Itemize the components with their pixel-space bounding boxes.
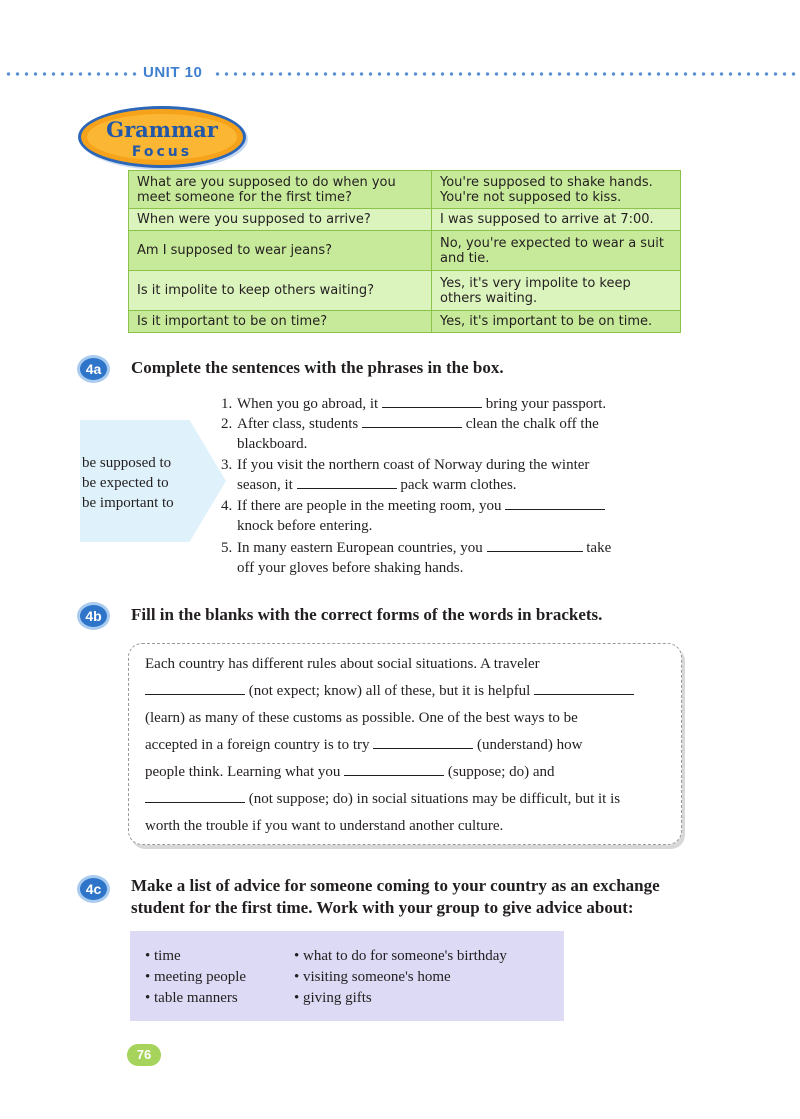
- table-row: [129, 271, 681, 311]
- answer-blank[interactable]: [487, 540, 583, 552]
- sentence-1: 1. When you go abroad, it bring your passport.: [221, 396, 607, 412]
- paragraph-line: accepted in a foreign country is to try (understand) how: [145, 737, 583, 753]
- paragraph-line: (not suppose; do) in social situations may be difficult, but it is: [145, 789, 620, 809]
- exercise-4b-instruction: Fill in the blanks with the correct forms of the words in brackets.: [131, 605, 603, 624]
- topic-item: • what to do for someone's birthday: [294, 948, 507, 964]
- phrase-item: be important to: [82, 495, 174, 511]
- sentence-5: 5. In many eastern European countries, you take: [221, 540, 612, 556]
- answer-blank[interactable]: [362, 416, 462, 428]
- paragraph-line: (learn) as many of these customs as possible. One of the best ways to be: [145, 710, 578, 726]
- table-cell-question: When were you supposed to arrive?: [129, 209, 432, 231]
- answer-blank[interactable]: [297, 477, 397, 489]
- sentence-5-cont: off your gloves before shaking hands.: [237, 560, 464, 576]
- table-row: [129, 231, 681, 271]
- table-cell-question: Am I supposed to wear jeans?: [129, 231, 432, 271]
- table-cell-question: Is it impolite to keep others waiting?: [129, 271, 432, 311]
- topic-item: • time: [145, 948, 181, 964]
- topic-item: • table manners: [145, 990, 238, 1006]
- header-dots-left: [4, 71, 138, 77]
- phrase-item: be expected to: [82, 475, 169, 491]
- phrase-item: be supposed to: [82, 455, 172, 471]
- answer-blank[interactable]: [505, 498, 605, 510]
- sentence-4-cont: knock before entering.: [237, 518, 373, 534]
- paragraph-line: Each country has different rules about social situations. A traveler: [145, 656, 540, 672]
- sentence-3: 3. If you visit the northern coast of Norway during the winter: [221, 457, 590, 473]
- table-row: [129, 311, 681, 333]
- answer-blank[interactable]: [382, 396, 482, 408]
- grammar-table: [128, 170, 681, 333]
- table-row: [129, 209, 681, 231]
- table-cell-answer: You're supposed to shake hands. You're not supposed to kiss.: [432, 171, 681, 209]
- exercise-4b-badge: 4b: [80, 605, 107, 627]
- badge-title: Grammar: [106, 117, 218, 142]
- answer-blank[interactable]: [145, 683, 245, 695]
- answer-blank[interactable]: [145, 791, 245, 803]
- sentence-2-cont: blackboard.: [237, 436, 308, 452]
- header-dots-right: [213, 71, 798, 77]
- exercise-4a-instruction: Complete the sentences with the phrases in the box.: [131, 358, 504, 377]
- table-cell-question: What are you supposed to do when you meet someone for the first time?: [129, 171, 432, 209]
- paragraph-line: worth the trouble if you want to understand another culture.: [145, 818, 504, 834]
- topic-item: • meeting people: [145, 969, 247, 985]
- topic-item: • visiting someone's home: [294, 969, 451, 985]
- sentence-4: 4. If there are people in the meeting room, you: [221, 496, 605, 516]
- paragraph-line: (not expect; know) all of these, but it is helpful: [145, 681, 634, 701]
- table-cell-answer: Yes, it's important to be on time.: [432, 311, 681, 333]
- table-cell-answer: I was supposed to arrive at 7:00.: [432, 209, 681, 231]
- topic-item: • giving gifts: [294, 990, 372, 1006]
- page-number: 76: [127, 1044, 161, 1066]
- exercise-4a-badge: 4a: [80, 358, 107, 380]
- answer-blank[interactable]: [534, 683, 634, 695]
- table-cell-answer: No, you're expected to wear a suit and tie.: [432, 231, 681, 271]
- exercise-4c-instruction-line1: Make a list of advice for someone coming to your country as an exchange: [131, 876, 660, 895]
- unit-label: UNIT 10: [143, 64, 203, 81]
- sentence-2: 2. After class, students clean the chalk off the: [221, 416, 599, 432]
- grammar-focus-badge: [78, 106, 246, 168]
- exercise-4c-instruction-line2: student for the first time. Work with your group to give advice about:: [131, 898, 634, 917]
- sentence-3-cont: season, it pack warm clothes.: [237, 477, 517, 493]
- paragraph-line: people think. Learning what you (suppose; do) and: [145, 764, 555, 780]
- table-cell-question: Is it important to be on time?: [129, 311, 432, 333]
- table-cell-answer: Yes, it's very impolite to keep others waiting.: [432, 271, 681, 311]
- answer-blank[interactable]: [373, 737, 473, 749]
- answer-blank[interactable]: [344, 764, 444, 776]
- exercise-4c-badge: 4c: [80, 878, 107, 900]
- table-row: [129, 171, 681, 209]
- badge-subtitle: Focus: [131, 144, 193, 160]
